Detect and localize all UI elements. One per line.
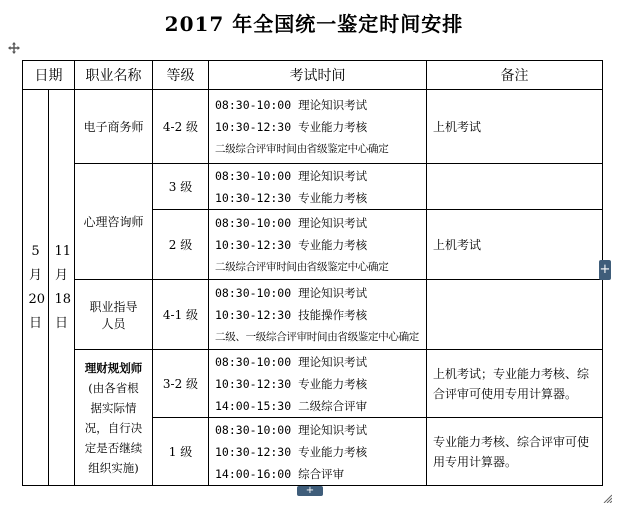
date-nov-day-unit: 日	[54, 315, 68, 331]
exam-time-note: 二级综合评审时间由省级鉴定中心确定	[215, 142, 389, 155]
occupation-note-line: 据实际情	[90, 400, 137, 415]
exam-time-note: 二级、一级综合评审时间由省级鉴定中心确定	[215, 330, 419, 343]
exam-time-line: 14:00-15:30 二级综合评审	[215, 398, 368, 413]
occupation-name-line: 理财规划师	[84, 360, 143, 375]
insert-column-button[interactable]: +	[599, 260, 611, 280]
date-cell-may	[23, 90, 49, 486]
level-cell: 3 级	[153, 164, 209, 210]
date-may-month-unit: 月	[28, 267, 42, 283]
exam-time-line: 08:30-10:00 理论知识考试	[215, 422, 368, 437]
occupation-note-line: 况，自行决	[84, 420, 143, 435]
occupation-financial-planner	[75, 350, 153, 486]
exam-time-line: 08:30-10:00 理论知识考试	[215, 97, 368, 112]
header-occupation: 职业名称	[75, 61, 153, 90]
exam-time-line: 08:30-10:00 理论知识考试	[215, 285, 368, 300]
occupation-note-line: 定是否继续	[84, 440, 143, 455]
table-row	[23, 350, 603, 418]
level-cell: 3-2 级	[153, 350, 209, 418]
occupation-note-line: (由各省根	[88, 380, 139, 395]
schedule-table	[22, 60, 603, 486]
date-nov-month: 11	[54, 243, 72, 259]
exam-time-line: 10:30-12:30 技能操作考核	[215, 307, 368, 322]
page-title: 2017 年全国统一鉴定时间安排	[164, 12, 464, 36]
exam-time-cell	[209, 90, 427, 164]
date-may-day: 20	[28, 291, 46, 307]
exam-time-cell	[209, 210, 427, 280]
occupation-career-guidance	[75, 280, 153, 350]
table-header-row	[23, 61, 603, 90]
exam-time-note: 二级综合评审时间由省级鉴定中心确定	[215, 260, 389, 273]
table-row	[23, 90, 603, 164]
table-row	[23, 280, 603, 350]
occupation-name-line: 职业指导	[89, 299, 138, 314]
remark-cell	[427, 280, 603, 350]
insert-row-button[interactable]: +	[297, 486, 323, 496]
remark-cell	[427, 164, 603, 210]
level-cell: 2 级	[153, 210, 209, 280]
date-nov-day: 18	[54, 291, 72, 307]
date-may-month: 5	[31, 243, 40, 259]
level-cell: 4-2 级	[153, 90, 209, 164]
date-cell-nov	[49, 90, 75, 486]
remark-cell: 上机考试	[427, 90, 603, 164]
date-may-day-unit: 日	[28, 315, 42, 331]
exam-time-cell	[209, 164, 427, 210]
occupation-psych-counselor: 心理咨询师	[75, 164, 153, 280]
exam-time-line: 10:30-12:30 专业能力考核	[215, 119, 368, 134]
header-level: 等级	[153, 61, 209, 90]
exam-time-line: 10:30-12:30 专业能力考核	[215, 237, 368, 252]
exam-time-line: 10:30-12:30 专业能力考核	[215, 376, 368, 391]
exam-time-line: 14:00-16:00 综合评审	[215, 466, 345, 481]
header-exam-time: 考试时间	[209, 61, 427, 90]
header-remarks: 备注	[427, 61, 603, 90]
table-row	[23, 164, 603, 210]
level-cell: 1 级	[153, 418, 209, 486]
exam-time-line: 08:30-10:00 理论知识考试	[215, 354, 368, 369]
level-cell: 4-1 级	[153, 280, 209, 350]
exam-time-cell	[209, 280, 427, 350]
exam-time-line: 08:30-10:00 理论知识考试	[215, 168, 368, 183]
resize-grip-icon[interactable]	[602, 488, 612, 498]
table-move-handle-icon[interactable]	[8, 42, 20, 54]
exam-time-line: 10:30-12:30 专业能力考核	[215, 444, 368, 459]
date-nov-month-unit: 月	[54, 267, 68, 283]
occupation-note-line: 组织实施)	[88, 460, 139, 475]
remark-cell: 专业能力考核、综合评审可使用专用计算器。	[427, 418, 603, 486]
occupation-name-line: 人员	[101, 316, 126, 331]
remark-cell: 上机考试；专业能力考核、综合评审可使用专用计算器。	[427, 350, 603, 418]
header-date: 日期	[23, 61, 75, 90]
remark-cell: 上机考试	[427, 210, 603, 280]
exam-time-line: 08:30-10:00 理论知识考试	[215, 215, 368, 230]
occupation-ecommerce: 电子商务师	[75, 90, 153, 164]
exam-time-cell	[209, 418, 427, 486]
exam-time-cell	[209, 350, 427, 418]
exam-time-line: 10:30-12:30 专业能力考核	[215, 190, 368, 205]
